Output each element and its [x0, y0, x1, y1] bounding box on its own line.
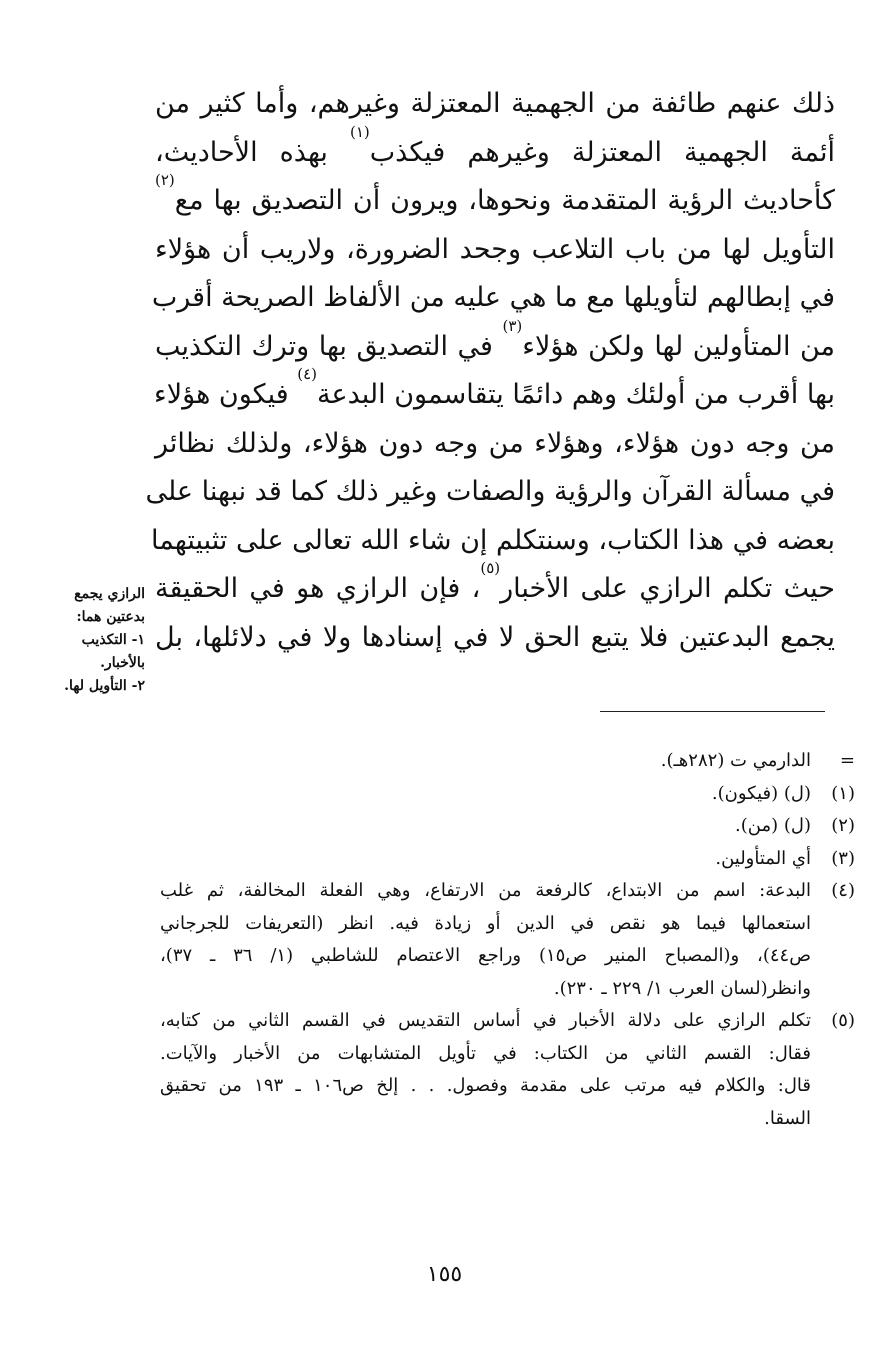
main-text-segment: ، فإن الرازي هو في الحقيقة: [155, 573, 481, 604]
footnote-item: [160, 1005, 855, 1135]
footnote-text: [160, 875, 811, 1005]
footnote-line: (ل) (فيكون).: [711, 782, 811, 804]
main-text-line: [155, 559, 835, 614]
footnote-line: قال: والكلام فيه مرتب على مقدمة وفصول. . . إلخ ص١٠٦ ـ ١٩٣ من تحقيق: [160, 1075, 812, 1096]
main-text-line: التأويل لها من باب التلاعب وجحد الضرورة، ولاريب أن هؤلاء: [155, 233, 835, 265]
main-text-segment: فيكون هؤلاء: [154, 379, 298, 410]
footnote-item: [160, 778, 855, 811]
footnote-item: [160, 810, 855, 843]
main-text-line: ذلك عنهم طائفة من الجهمية المعتزلة وغيرهم، وأما كثير من: [155, 88, 835, 119]
footnote-number: (٢): [831, 815, 855, 836]
footnote-line: البدعة: اسم من الابتداع، كالرفعة من الارتفاع، وهي الفعلة المخالفة، ثم غلب: [160, 880, 811, 901]
main-text-line: [155, 171, 835, 226]
main-text-line: في إبطالهم لتأويلها مع ما هي عليه من الألفاظ الصريحة أقرب: [151, 282, 835, 313]
main-text-line: من وجه دون هؤلاء، وهؤلاء من وجه دون هؤلاء، ولذلك نظائر: [155, 427, 835, 459]
main-text-segment: بها أقرب من أولئك وهم دائمًا يتقاسمون البدعة: [317, 379, 835, 410]
margin-note-line: بالأخبار.: [100, 655, 145, 671]
footnote-item: [160, 745, 855, 778]
footnote-text: [160, 810, 811, 843]
main-text-line: [155, 316, 835, 372]
footnote-line: السقا.: [764, 1107, 811, 1129]
footnote-number: =: [839, 750, 855, 771]
footnote-item: [160, 843, 855, 876]
footnote-marker: (٤): [297, 365, 318, 383]
footnote-line: فقال: القسم الثاني من الكتاب: في تأويل المتشابهات من الأخبار والآيات.: [160, 1042, 811, 1064]
footnote-separator: [600, 711, 825, 712]
footnote-marker: (١): [349, 122, 370, 141]
page-number: ١٥٥: [426, 1262, 463, 1287]
main-text-line: [154, 365, 835, 420]
main-text-body: [145, 80, 836, 662]
footnote-line: وانظر(لسان العرب ١/ ٢٢٩ ـ ٢٣٠).: [553, 977, 811, 999]
footnote-number: (١): [831, 782, 855, 804]
main-text-segment: كأحاديث الرؤية المتقدمة ونحوها، ويرون أن التصديق بها مع: [174, 185, 835, 216]
main-text-segment: من المتأولين لها ولكن هؤلاء: [522, 330, 835, 362]
footnote-text: [160, 745, 811, 778]
footnote-text: [160, 778, 811, 811]
footnote-marker: (٥): [480, 559, 501, 577]
footnote-number: (٤): [831, 880, 855, 901]
footnote-line: ص٤٤)، و(المصباح المنير ص١٥) وراجع الاعتصام للشاطبي (١/ ٣٦ ـ ٣٧)،: [160, 945, 811, 966]
margin-note-line: ٢- التأويل لها.: [64, 678, 145, 694]
margin-note-line: الرازي يجمع: [74, 586, 145, 602]
main-text-segment: في التصديق بها وترك التكذيب: [155, 330, 503, 362]
margin-note-line: ١- التكذيب: [81, 632, 145, 648]
main-text-segment: أئمة الجهمية المعتزلة وغيرهم فيكذب: [369, 136, 836, 168]
main-text-segment: بهذه الأحاديث،: [155, 136, 350, 168]
main-text-line: يجمع البدعتين فلا يتبع الحق لا في إسنادها ولا في دلائلها، بل: [155, 621, 835, 653]
main-text-line: [155, 122, 836, 178]
main-text-line: بعضه في هذا الكتاب، وسنتكلم إن شاء الله تعالى على تثبيتهما: [151, 524, 835, 556]
main-text-line: في مسألة القرآن والرؤية والصفات وغير ذلك كما قد نبهنا على: [145, 476, 835, 507]
footnote-number: (٥): [831, 1010, 855, 1031]
footnote-item: [160, 875, 855, 1005]
footnote-line: تكلم الرازي على دلالة الأخبار في أساس التقديس في القسم الثاني من كتابه،: [160, 1010, 811, 1031]
footnote-line: أي المتأولين.: [715, 847, 811, 869]
footnote-number: (٣): [831, 847, 855, 869]
main-text-segment: حيث تكلم الرازي على الأخبار: [500, 573, 835, 604]
footnote-marker: (٢): [155, 171, 175, 189]
margin-note-line: بدعتين هما:: [76, 609, 145, 625]
footnotes: [160, 745, 855, 1135]
footnote-text: [160, 843, 811, 876]
footnote-text: [160, 1005, 811, 1135]
footnote-line: الدارمي ت (٢٨٢هـ).: [660, 750, 811, 771]
footnote-line: استعمالها فيما هو نقص في الدين أو زيادة فيه. انظر (التعريفات للجرجاني: [160, 912, 811, 934]
footnote-marker: (٣): [502, 316, 523, 335]
footnote-line: (ل) (من).: [735, 815, 811, 836]
margin-note: [50, 583, 145, 698]
